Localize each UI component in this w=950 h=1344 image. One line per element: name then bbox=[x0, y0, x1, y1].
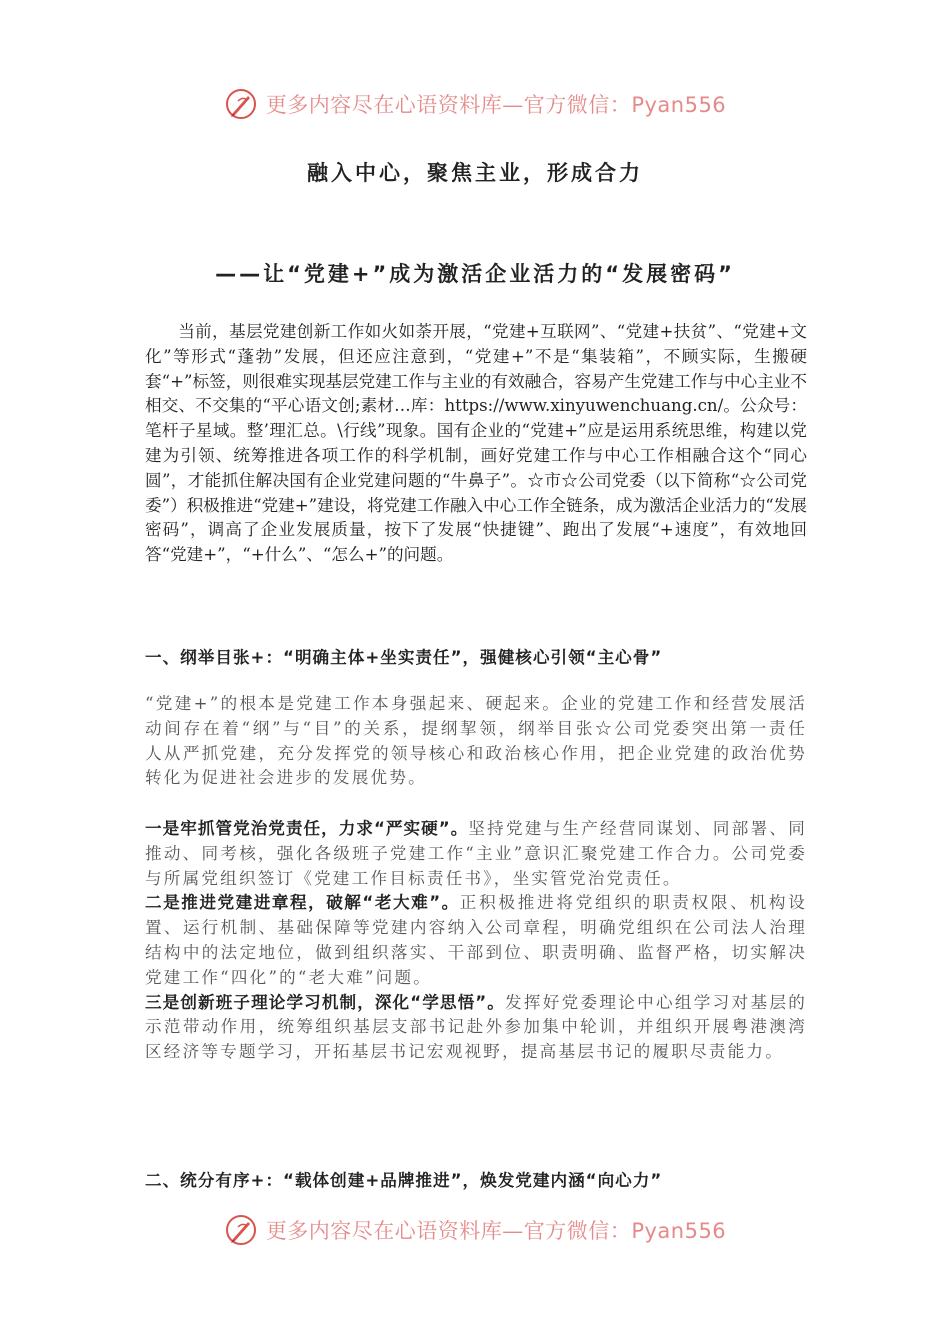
item-lead: 一是牢抓管党治党责任，力求“严实硬”。 bbox=[145, 819, 469, 838]
watermark-header bbox=[0, 84, 950, 124]
watermark-text: 更多内容尽在心语资料库—官方微信：Pyan556 bbox=[265, 93, 727, 117]
section-2-heading: 二、统分有序+：“载体创建+品牌推进”，焕发党建内涵“向心力” bbox=[145, 1171, 663, 1190]
document-title: 融入中心，聚焦主业，形成合力 bbox=[307, 161, 643, 185]
section-1-items bbox=[145, 817, 807, 1065]
document-subtitle: ——让“党建+”成为激活企业活力的“发展密码” bbox=[215, 262, 735, 286]
item-lead: 三是创新班子理论学习机制，深化“学思悟”。 bbox=[145, 992, 505, 1012]
watermark-wechat-id: Pyan556 bbox=[631, 93, 727, 117]
list-item bbox=[145, 817, 807, 891]
quill-pen-logo-icon bbox=[224, 1213, 258, 1247]
quill-pen-logo-icon bbox=[224, 87, 258, 121]
list-item bbox=[145, 891, 807, 990]
watermark-text: 更多内容尽在心语资料库—官方微信：Pyan556 bbox=[265, 1219, 727, 1243]
item-text: 正积极推进将党组织的职责权限、机构设置、运行机制、基础保障等党建内容纳入公司章程，明确党组织在公司法人治理结构中的法定地位，做到组织落实、干部到位、职责明确、监督严格，切实解决党建工作“四化”的“老大难”问题。 bbox=[145, 893, 808, 987]
watermark-footer bbox=[0, 1210, 950, 1250]
item-text: 坚持党建与生产经营同谋划、同部署、同推动、同考核，强化各级班子党建工作“主业”意识汇聚党建工作合力。公司党委与所属党组织签订《党建工作目标责任书》，坐实管党治党责任。 bbox=[145, 819, 807, 888]
list-item bbox=[145, 991, 807, 1065]
section-1-paragraph: “党建+”的根本是党建工作本身强起来、硬起来。企业的党建工作和经营发展活动间存在着“纲”与“目”的关系，提纲挈领，纲举目张☆公司党委突出第一责任人从严抓党建，充分发挥党的领导核心和政治核心作用，把企业党建的政治优势转化为促进社会进步的发展优势。 bbox=[145, 694, 807, 788]
item-lead: 二是推进党建进章程，破解“老大难”。 bbox=[145, 893, 460, 913]
intro-paragraph: 当前，基层党建创新工作如火如荼开展，“党建+互联网”、“党建+扶贫”、“党建+文化”等形式“蓬勃”发展，但还应注意到，“党建+”不是“集装箱”，不顾实际，生搬硬套“+”标签，则很难实现基层党建工作与主业的有效融合，容易产生党建工作与中心主业不相交、不交集的“平心语文创;素材…库：https://www.xinyuwenchuang.cn/。公众号：笔杆子星域。整’理汇总。\行线”现象。国有企业的“党建+”应是运用系统思维，构建以党建为引领、统筹推进各项工作的科学机制，画好党建工作与中心工作相融合这个“同心圆”，才能抓住解决国有企业党建问题的“牛鼻子”。☆市☆公司党委（以下简称“☆公司党委”）积极推进“党建+”建设，将党建工作融入中心工作全链条，成为激活企业活力的“发展密码”，调高了企业发展质量，按下了发展“快捷键”、跑出了发展“+速度”，有效地回答“党建+”，“+什么”、“怎么+”的问题。 bbox=[145, 322, 807, 565]
section-1-heading: 一、纲举目张+：“明确主体+坐实责任”，强健核心引领“主心骨” bbox=[145, 648, 663, 667]
watermark-wechat-id: Pyan556 bbox=[631, 1219, 727, 1243]
item-text: 发挥好党委理论中心组学习对基层的示范带动作用，统筹组织基层支部书记赴外参加集中轮训，并组织开展粤港澳湾区经济等专题学习，开拓基层书记宏观视野，提高基层书记的履职尽责能力。 bbox=[145, 992, 808, 1062]
